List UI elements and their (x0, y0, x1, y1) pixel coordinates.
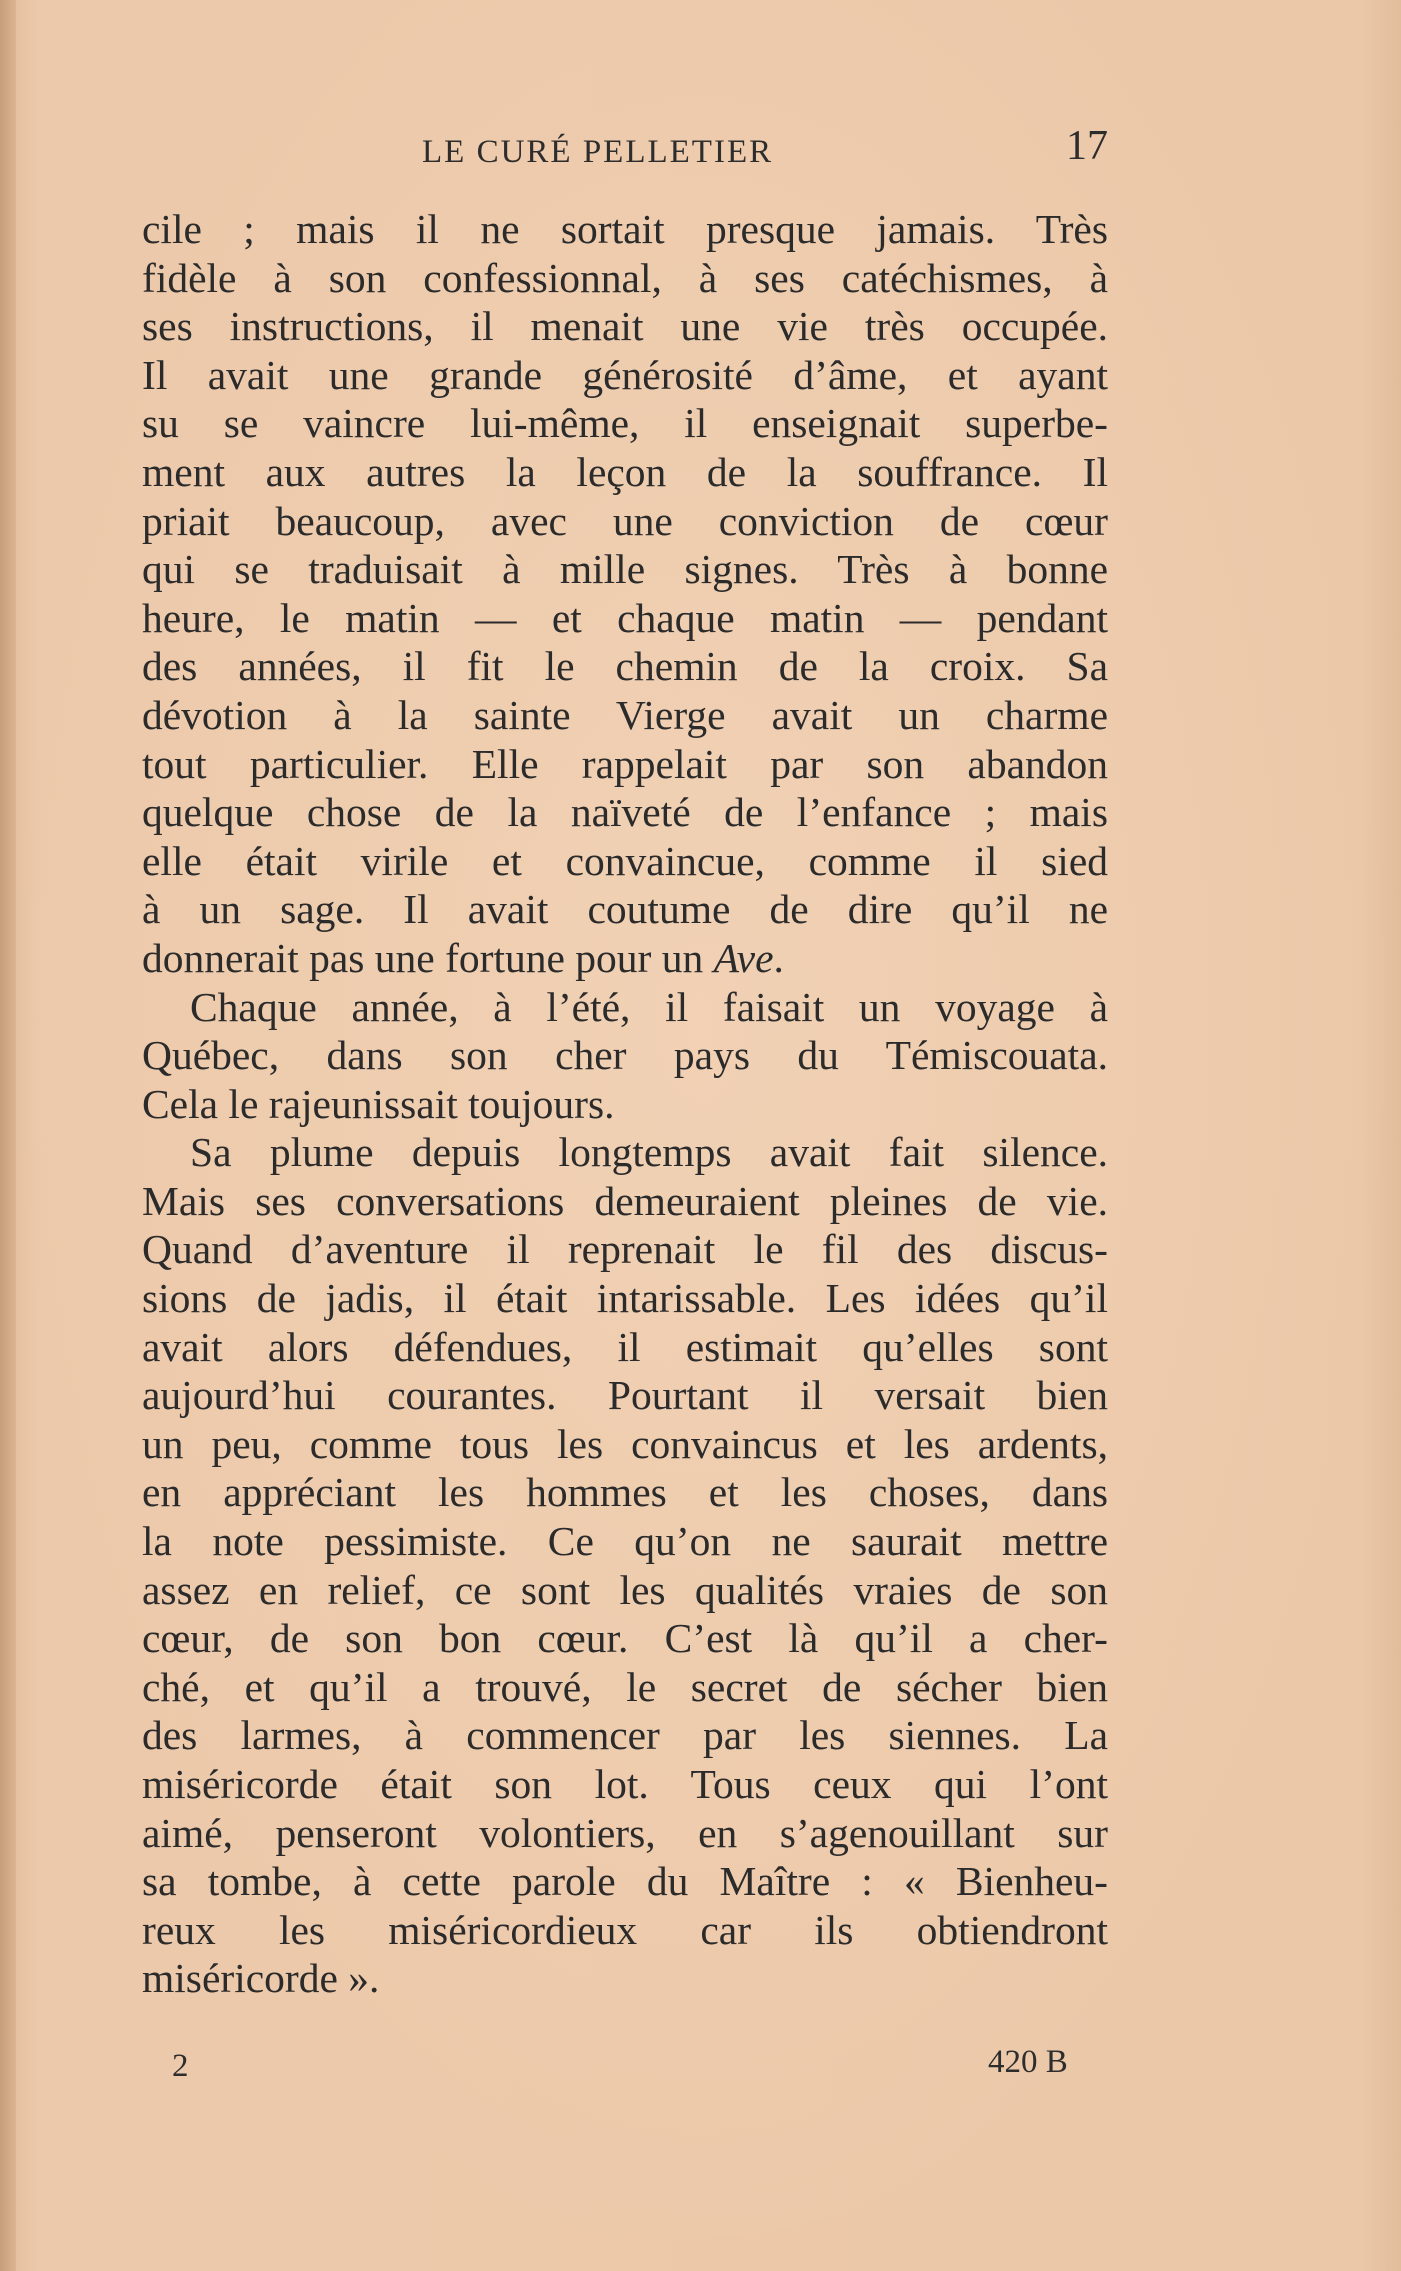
text-line: des larmes, à commencer par les siennes. La (142, 1712, 1108, 1759)
page-binding-edge (0, 0, 16, 2271)
text-line: des années, il fit le chemin de la croix. Sa (142, 643, 1108, 690)
text-line: assez en relief, ce sont les qualités vraies de son (142, 1566, 1108, 1613)
text-line: ment aux autres la leçon de la souffrance. Il (142, 448, 1108, 495)
text-line: ché, et qu’il a trouvé, le secret de sécher bien (142, 1663, 1108, 1710)
text-line: aujourd’hui courantes. Pourtant il versait bien (142, 1372, 1108, 1419)
text-line: Il avait une grande générosité d’âme, et ayant (142, 351, 1108, 398)
text-line: la note pessimiste. Ce qu’on ne saurait mettre (142, 1518, 1108, 1565)
running-title: LE CURÉ PELLETIER (422, 134, 774, 170)
text-line: Quand d’aventure il reprenait le fil des discus- (142, 1226, 1108, 1273)
running-header (142, 122, 1108, 182)
text-line: Chaque année, à l’été, il faisait un voyage à (190, 983, 1108, 1030)
text-line: heure, le matin — et chaque matin — pendant (142, 594, 1108, 641)
text-line: tout particulier. Elle rappelait par son abandon (142, 740, 1108, 787)
text-line: reux les miséricordieux car ils obtiendront (142, 1906, 1108, 1953)
text-line: Cela le rajeunissait toujours. (142, 1080, 615, 1127)
text-line: avait alors défendues, il estimait qu’elles sont (142, 1323, 1108, 1370)
text-line: ses instructions, il menait une vie très occupée. (142, 303, 1108, 350)
signature-mark: 2 (172, 2048, 189, 2084)
text-line: sa tombe, à cette parole du Maître : « Bienheu- (142, 1858, 1108, 1905)
text-line: aimé, penseront volontiers, en s’agenouillant sur (142, 1809, 1108, 1856)
text-line: qui se traduisait à mille signes. Très à bonne (142, 546, 1108, 593)
text-line (142, 934, 1108, 983)
text-line: dévotion à la sainte Vierge avait un charme (142, 691, 1108, 738)
text-fragment: donnerait pas une fortune pour un (142, 934, 714, 981)
text-line: cœur, de son bon cœur. C’est là qu’il a cher- (142, 1615, 1108, 1662)
text-line: sions de jadis, il était intarissable. Les idées qu’il (142, 1275, 1108, 1322)
text-line: Sa plume depuis longtemps avait fait silence. (190, 1129, 1108, 1176)
text-line: Québec, dans son cher pays du Témiscouata. (142, 1032, 1108, 1079)
body-text (142, 205, 1108, 2003)
text-line: quelque chose de la naïveté de l’enfance ; mais (142, 789, 1108, 836)
text-line: Mais ses conversations demeuraient pleines de vie. (142, 1177, 1108, 1224)
text-line: un peu, comme tous les convaincus et les ardents, (142, 1420, 1108, 1467)
text-fragment: . (773, 934, 784, 981)
text-line: miséricorde ». (142, 1955, 380, 2002)
text-line: miséricorde était son lot. Tous ceux qui l’ont (142, 1761, 1108, 1807)
text-line: fidèle à son confessionnal, à ses catéchismes, à (142, 254, 1108, 301)
italic-word: Ave (713, 934, 774, 981)
text-line: su se vaincre lui-même, il enseignait superbe- (142, 400, 1108, 447)
printer-code: 420 B (988, 2044, 1068, 2080)
text-line: en appréciant les hommes et les choses, dans (142, 1469, 1108, 1516)
text-line: elle était virile et convaincue, comme il sied (142, 837, 1108, 884)
page-number: 17 (1066, 123, 1108, 169)
text-line: priait beaucoup, avec une conviction de cœur (142, 497, 1108, 544)
text-line: cile ; mais il ne sortait presque jamais. Très (142, 206, 1108, 252)
text-line: à un sage. Il avait coutume de dire qu’il ne (142, 886, 1108, 933)
